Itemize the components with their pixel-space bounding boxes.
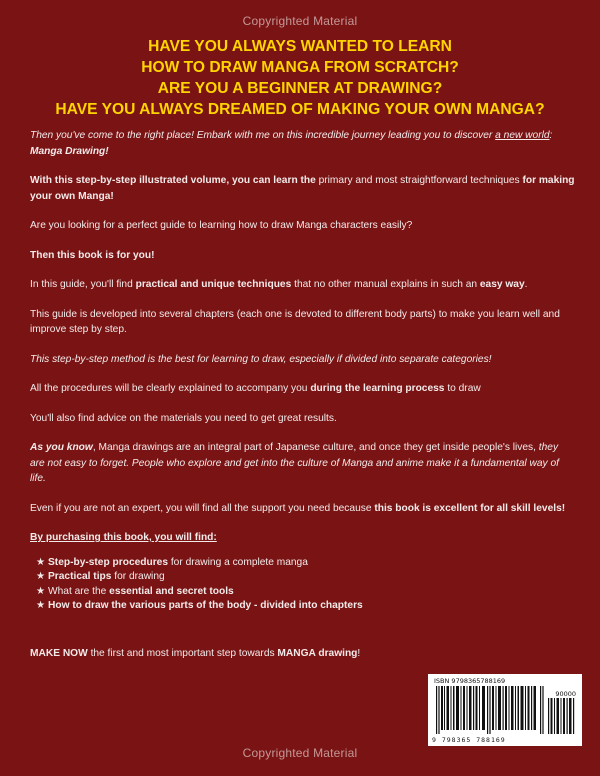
p11-bold: this book is excellent for all skill levels! (374, 502, 566, 514)
list-item (36, 599, 575, 614)
paragraph-skill-levels (30, 501, 575, 517)
intro-colon: : (549, 130, 553, 141)
p8-text-2: to draw (444, 383, 481, 394)
item-text: for drawing (111, 571, 165, 582)
list-item (36, 585, 575, 600)
item-text: What are the (48, 585, 110, 597)
finds-list (30, 556, 575, 614)
cta-text-1: the first and most important step towards (87, 648, 278, 659)
barcode-bars (436, 686, 544, 734)
intro-bold: Manga Drawing! (30, 145, 109, 157)
star-icon: ★ (36, 600, 46, 611)
p5-text-2: that no other manual explains in such an (291, 279, 480, 290)
item-bold: Practical tips (48, 571, 112, 582)
barcode-digits: 9 798365 788169 (432, 736, 506, 744)
description-body (30, 128, 575, 614)
paragraph-techniques (30, 277, 575, 293)
p5-text-1: In this guide, you'll find (30, 279, 136, 290)
p10-bold-italic: As you know (30, 442, 93, 453)
paragraph-question: Are you looking for a perfect guide to learning how to draw Manga characters easily? (30, 220, 413, 231)
paragraph-this-book: Then this book is for you! (30, 249, 155, 261)
star-icon: ★ (36, 585, 46, 597)
p2-bold-2: for making your own Manga! (30, 175, 575, 202)
list-item (36, 556, 575, 571)
headline-line-1: HAVE YOU ALWAYS WANTED TO LEARN (148, 38, 452, 55)
isbn-barcode (428, 674, 582, 746)
paragraph-method: This step-by-step method is the best for learning to draw, especially if divided into separate categories! (30, 353, 492, 365)
p5-text-3: . (524, 279, 528, 290)
isbn-label: ISBN 9798365788169 (434, 677, 506, 685)
p5-bold-2: easy way (479, 279, 525, 290)
p11-text: Even if you are not an expert, you will find all the support you need because (30, 502, 375, 514)
item-bold-2: essential and secret tools (109, 585, 234, 597)
new-world-link[interactable]: a new world (495, 130, 550, 141)
paragraph-culture (30, 440, 575, 487)
paragraph-procedures (30, 381, 575, 397)
star-icon: ★ (36, 571, 46, 582)
p10-italic: they are not easy to forget. People who explore and get into the culture of Manga and anime make it a fundamental way of life. (30, 442, 559, 484)
finds-heading: By purchasing this book, you will find: (30, 532, 217, 543)
headline-line-3: ARE YOU A BEGINNER AT DRAWING? (157, 80, 443, 97)
price-code: 90000 (555, 690, 576, 698)
p8-text-1: All the procedures will be clearly explained to accompany you (30, 383, 311, 394)
p10-text: , Manga drawings are an integral part of Japanese culture, and once they get inside people's lives, (92, 442, 539, 453)
copyright-watermark-bottom: Copyrighted Material (242, 746, 358, 760)
list-item (36, 570, 575, 585)
item-bold: How to draw the various parts of the body - divided into chapters (48, 600, 363, 611)
star-icon: ★ (36, 556, 46, 568)
p5-bold-1: practical and unique techniques (135, 279, 292, 290)
item-text: for drawing a complete manga (168, 556, 308, 568)
headline-line-4: HAVE YOU ALWAYS DREAMED OF MAKING YOUR OWN MANGA? (55, 101, 545, 118)
copyright-watermark-top: Copyrighted Material (242, 14, 358, 28)
paragraph-materials: You'll also find advice on the materials you need to get great results. (30, 412, 337, 424)
cta-bold-1: MAKE NOW (30, 648, 88, 659)
item-bold: Step-by-step procedures (48, 556, 169, 568)
p2-text: primary and most straightforward techniques (315, 175, 523, 186)
headline (20, 36, 580, 120)
price-barcode-bars (548, 698, 576, 734)
paragraph-step-by-step (30, 173, 575, 204)
call-to-action (30, 648, 360, 659)
paragraph-chapters: This guide is developed into several chapters (each one is devoted to different body parts) to make you learn well and improve step by step. (30, 308, 560, 335)
intro-paragraph (30, 128, 575, 159)
headline-line-2: HOW TO DRAW MANGA FROM SCRATCH? (141, 59, 459, 76)
cta-text-2: ! (357, 648, 361, 659)
cta-bold-2: MANGA drawing (277, 648, 358, 659)
p2-bold-1: With this step-by-step illustrated volume, you can learn the (30, 175, 316, 186)
p8-bold: during the learning process (310, 383, 445, 394)
intro-text: Then you've come to the right place! Embark with me on this incredible journey leading you to discover (30, 130, 496, 141)
